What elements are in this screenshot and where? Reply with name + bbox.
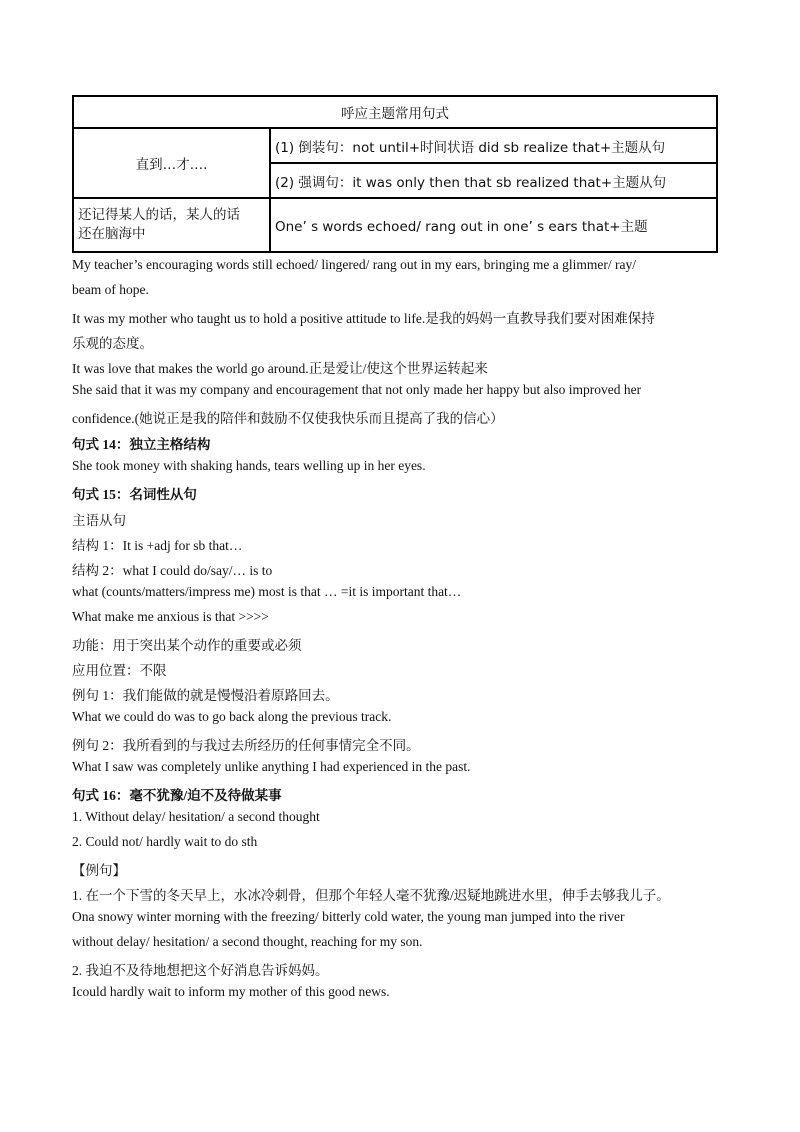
body-line: 1. 在一个下雪的冬天早上，水冰冷刺骨，但那个年轻人毫不犹豫/迟疑地跳进水里，伸手去够我儿子。	[72, 888, 670, 903]
body-line: What I saw was completely unlike anything I had experienced in the past.	[72, 759, 471, 774]
body-line: confidence.(她说正是我的陪伴和鼓励不仅使我快乐而且提高了我的信心）	[72, 411, 504, 426]
body-line: She took money with shaking hands, tears welling up in her eyes.	[72, 458, 426, 473]
body-line: Icould hardly wait to inform my mother of this good news.	[72, 984, 390, 999]
body-line: without delay/ hesitation/ a second thought, reaching for my son.	[72, 934, 423, 949]
body-line: what (counts/matters/impress me) most is that … =it is important that…	[72, 584, 462, 599]
body-line: What we could do was to go back along the previous track.	[72, 709, 392, 724]
body-line: 功能：用于突出某个动作的重要或必须	[72, 638, 302, 653]
body-line: 例句 1：我们能做的就是慢慢沿着原路回去。	[72, 688, 339, 703]
body-line: 【例句】	[72, 863, 126, 878]
body-line: What make me anxious is that >>>>	[72, 609, 269, 624]
body-line: 例句 2：我所看到的与我过去所经历的任何事情完全不同。	[72, 738, 420, 753]
table-cell: (2) 强调句：it was only then that sb realized that+主题从句	[270, 163, 717, 198]
table-row-label	[73, 198, 270, 252]
sentence-pattern-table	[72, 95, 718, 253]
table-cell: One’ s words echoed/ rang out in one’ s ears that+主题	[270, 198, 717, 252]
table-title: 呼应主题常用句式	[73, 96, 717, 128]
section-heading: 句式 15：名词性从句	[72, 487, 197, 502]
body-line: She said that it was my company and encouragement that not only made her happy but also improved her	[72, 382, 642, 397]
body-line: 结构 1：It is +adj for sb that…	[72, 538, 243, 553]
body-line: 2. 我迫不及待地想把这个好消息告诉妈妈。	[72, 963, 329, 978]
body-line: It was my mother who taught us to hold a positive attitude to life.是我的妈妈一直教导我们要对困难保持	[72, 311, 655, 326]
table-row-label: 直到…才….	[73, 128, 270, 198]
body-line: 应用位置：不限	[72, 663, 167, 678]
body-line: 结构 2：what I could do/say/… is to	[72, 563, 273, 578]
table-row-label-line: 还记得某人的话，某人的话	[78, 207, 240, 223]
body-line: 2. Could not/ hardly wait to do sth	[72, 834, 258, 849]
section-heading: 句式 14：独立主格结构	[72, 437, 211, 452]
body-line: beam of hope.	[72, 282, 149, 297]
table-row-label-line: 还在脑海中	[78, 226, 146, 242]
table-cell: (1) 倒装句：not until+时间状语 did sb realize that+主题从句	[270, 128, 717, 163]
body-line: It was love that makes the world go around.正是爱让/使这个世界运转起来	[72, 361, 488, 376]
body-line: 乐观的态度。	[72, 336, 153, 351]
section-heading: 句式 16：毫不犹豫/迫不及待做某事	[72, 788, 282, 803]
body-line: 主语从句	[72, 513, 126, 528]
body-line: Ona snowy winter morning with the freezing/ bitterly cold water, the young man jumped into the river	[72, 909, 625, 924]
body-line: My teacher’s encouraging words still echoed/ lingered/ rang out in my ears, bringing me a glimmer/ ray/	[72, 257, 636, 272]
body-line: 1. Without delay/ hesitation/ a second thought	[72, 809, 320, 824]
